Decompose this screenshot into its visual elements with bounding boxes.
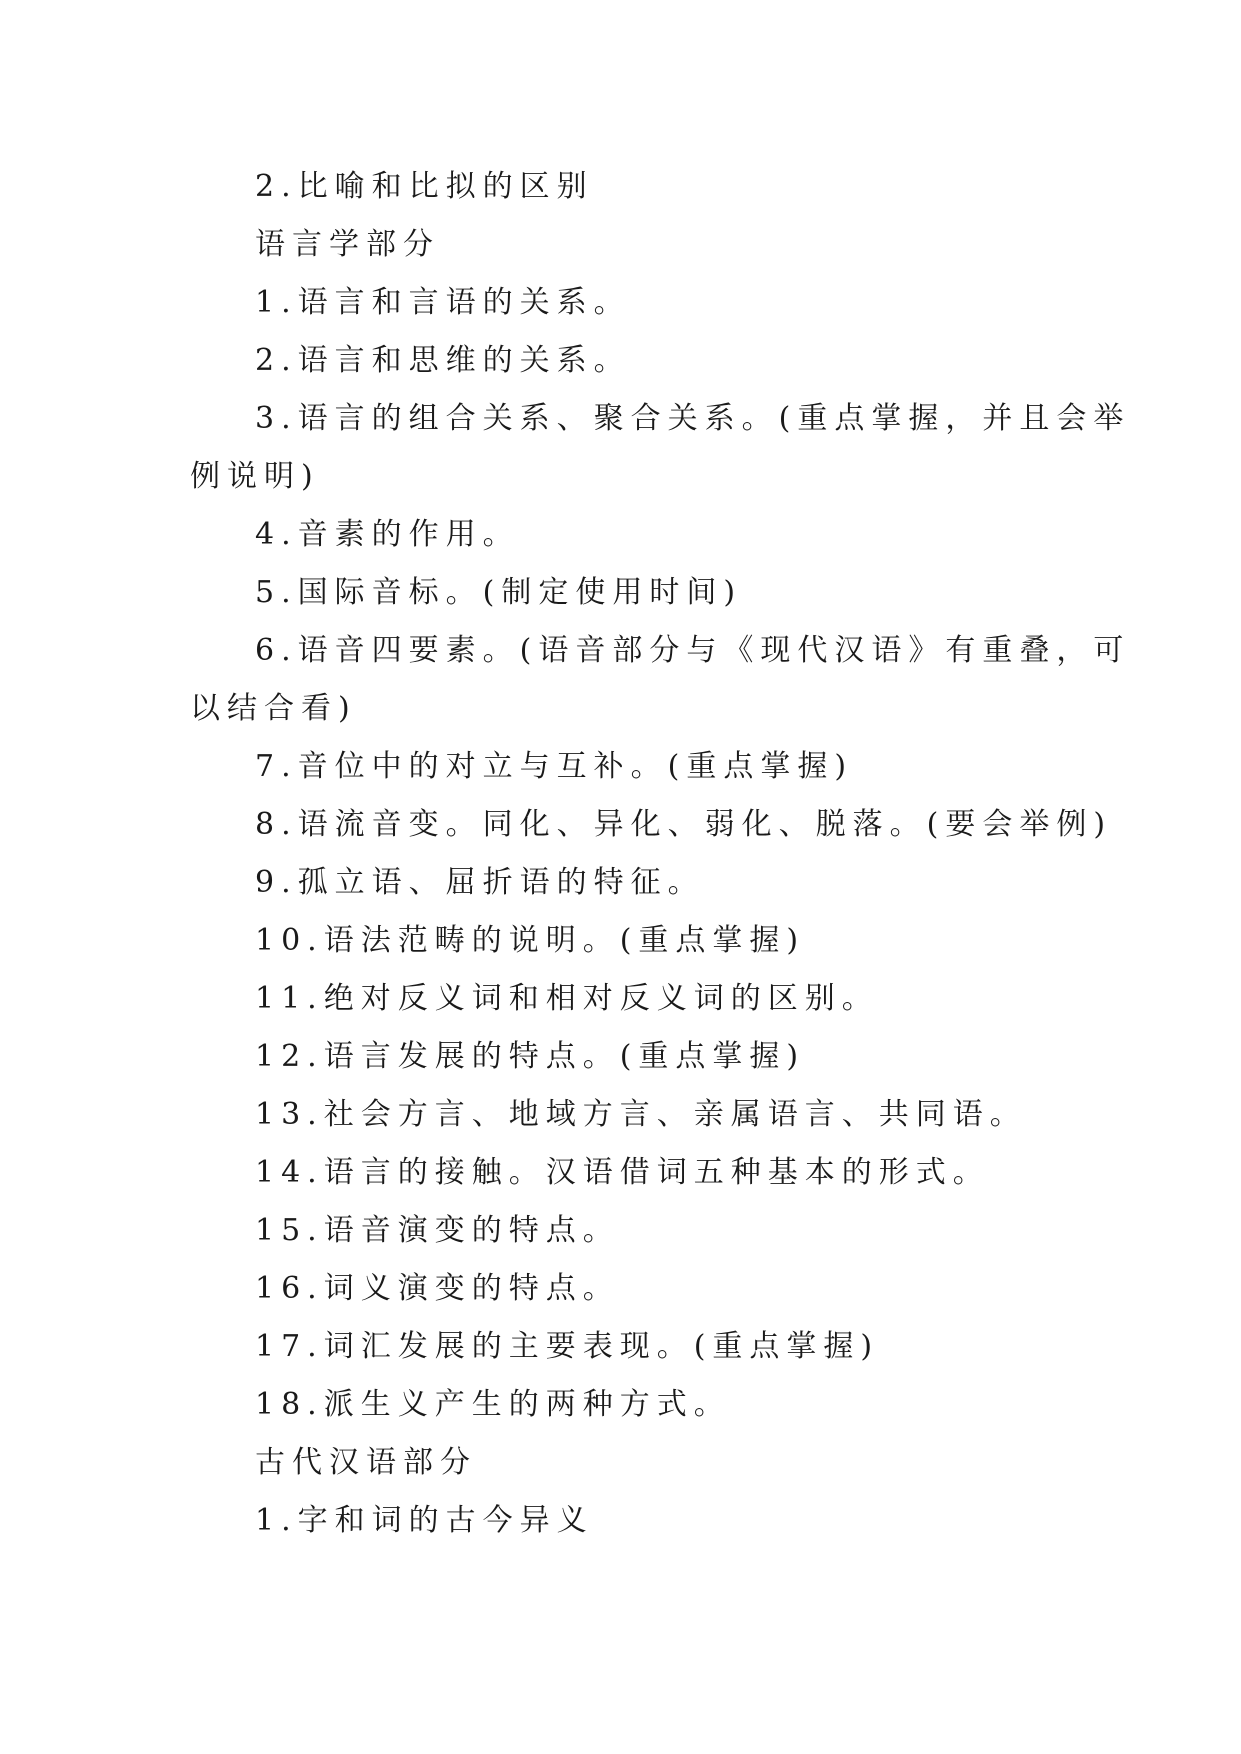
section-heading-linguistics: 语言学部分 — [255, 227, 440, 262]
list-item: 16.词义演变的特点。 — [255, 1271, 620, 1306]
list-item: 6.语音四要素。(语音部分与《现代汉语》有重叠，可 — [255, 633, 1131, 668]
list-item: 12.语言发展的特点。(重点掌握) — [255, 1039, 806, 1074]
list-item-continuation: 以结合看) — [190, 691, 357, 726]
list-item: 1.字和词的古今异义 — [255, 1503, 594, 1538]
list-item: 18.派生义产生的两种方式。 — [255, 1387, 731, 1422]
section-heading-ancient-chinese: 古代汉语部分 — [255, 1445, 477, 1480]
list-item: 2.语言和思维的关系。 — [255, 343, 631, 378]
list-item: 14.语言的接触。汉语借词五种基本的形式。 — [255, 1155, 990, 1190]
list-item-continuation: 例说明) — [190, 459, 320, 494]
list-item: 11.绝对反义词和相对反义词的区别。 — [255, 981, 879, 1016]
list-item: 8.语流音变。同化、异化、弱化、脱落。(要会举例) — [255, 807, 1113, 842]
list-item: 10.语法范畴的说明。(重点掌握) — [255, 923, 806, 958]
list-item: 3.语言的组合关系、聚合关系。(重点掌握，并且会举 — [255, 401, 1131, 436]
list-item: 1.语言和言语的关系。 — [255, 285, 631, 320]
list-item: 4.音素的作用。 — [255, 517, 520, 552]
list-item: 13.社会方言、地域方言、亲属语言、共同语。 — [255, 1097, 1027, 1132]
list-item: 2.比喻和比拟的区别 — [255, 169, 594, 204]
list-item: 9.孤立语、屈折语的特征。 — [255, 865, 705, 900]
list-item: 15.语音演变的特点。 — [255, 1213, 620, 1248]
list-item: 7.音位中的对立与互补。(重点掌握) — [255, 749, 854, 784]
list-item: 17.词汇发展的主要表现。(重点掌握) — [255, 1329, 880, 1364]
list-item: 5.国际音标。(制定使用时间) — [255, 575, 743, 610]
